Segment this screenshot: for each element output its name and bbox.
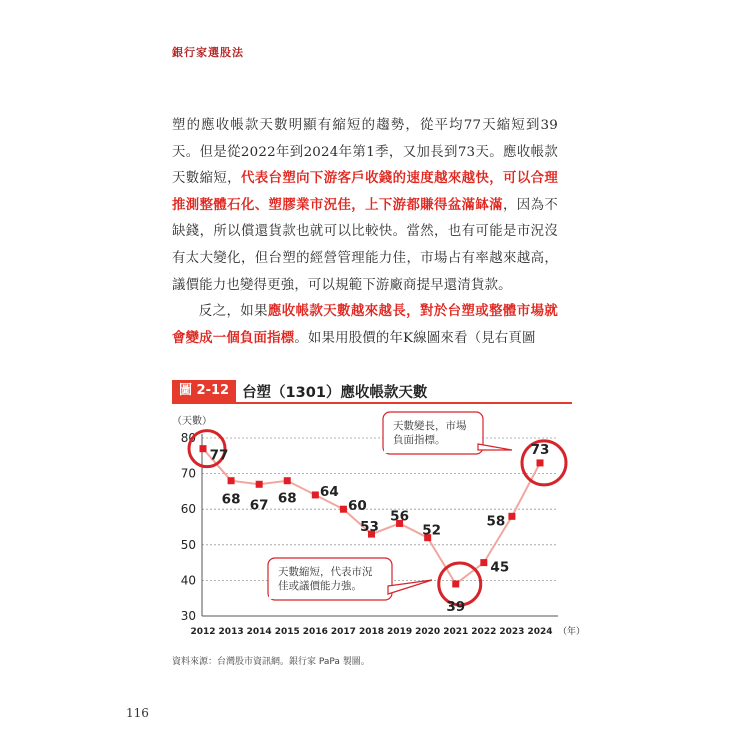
- x-tick-label: 2015: [274, 627, 300, 637]
- x-tick-label: 2017: [330, 627, 356, 637]
- data-label: 52: [422, 522, 442, 539]
- data-label: 39: [446, 598, 466, 615]
- paragraph-1-highlight: 代表台塑向下游客戶收錢的速度越來越快，可以合理推測整體石化、塑膠業市況佳，上下游都賺得盆滿缽滿: [172, 171, 558, 213]
- data-label: 53: [360, 519, 379, 536]
- data-point: [256, 481, 263, 488]
- data-label: 77: [209, 447, 229, 464]
- y-tick-label: 80: [180, 431, 196, 445]
- x-tick-label: 2024: [527, 627, 553, 637]
- callout-shortening-line2: 佳或議價能力強。: [278, 580, 362, 592]
- y-tick-label: 40: [180, 573, 196, 588]
- data-label: 45: [490, 559, 510, 576]
- figure-name: 台塑（1301）應收帳款天數: [242, 384, 428, 401]
- callout-shortening-line1: 天數縮短，代表市況: [278, 566, 373, 578]
- data-point: [284, 477, 291, 484]
- data-label: 60: [348, 498, 367, 515]
- callout-lengthening-line2: 負面指標。: [393, 434, 446, 446]
- paragraph-1: [172, 113, 558, 299]
- running-header: 銀行家選股法: [172, 46, 244, 59]
- y-tick-label: 70: [180, 466, 196, 481]
- paragraph-2: [172, 299, 558, 352]
- data-label: 64: [319, 483, 339, 500]
- x-tick-label: 2019: [387, 627, 413, 637]
- x-tick-label: 2014: [246, 627, 272, 637]
- x-tick-label: 2020: [415, 627, 441, 637]
- data-point: [537, 459, 544, 466]
- y-tick-label: 30: [180, 609, 196, 623]
- source-note: 資料來源：台灣股市資訊網。銀行家 PaPa 製圖。: [172, 657, 370, 667]
- paragraph-2-text-a: 反之，如果: [198, 304, 268, 320]
- data-label: 73: [530, 441, 550, 458]
- callout-lengthening-tip: [478, 444, 512, 450]
- data-point: [200, 445, 207, 452]
- data-label: 56: [390, 508, 409, 525]
- data-point: [508, 513, 515, 520]
- callout-shortening-box: [268, 558, 392, 600]
- callout-shortening-tip: [388, 580, 432, 594]
- data-point: [452, 580, 459, 587]
- x-tick-label: 2012: [190, 627, 216, 637]
- x-tick-label: 2016: [302, 627, 328, 637]
- accounts-receivable-days-chart: [160, 404, 590, 652]
- figure-badge: 圖 2-12: [172, 380, 236, 402]
- x-tick-label: 2021: [443, 627, 469, 637]
- paragraph-2-highlight: 應收帳款天數越來越長，對於台塑或整體市場就會變成一個負面指標: [172, 304, 558, 346]
- data-point: [480, 559, 487, 566]
- paragraph-1-text-b: ，因為不缺錢，所以償還貨款也就可以比較快。當然，也有可能是市況沒有太大變化，但台塑的經營管理能力佳，市場占有率越來越高，議價能力也變得更強，可以規範下游廠商提早還清貨款。: [172, 197, 558, 293]
- data-label: 68: [221, 491, 241, 508]
- data-label: 58: [486, 513, 506, 530]
- x-tick-label: 2023: [499, 627, 525, 637]
- x-tick-label: 2022: [471, 627, 497, 637]
- data-label: 67: [249, 497, 269, 514]
- body-text: [172, 113, 558, 352]
- page-number: 116: [126, 706, 149, 720]
- y-tick-label: 60: [180, 502, 196, 517]
- figure-title: [172, 380, 427, 402]
- paragraph-1-text-a: 塑的應收帳款天數明顯有縮短的趨勢，從平均77天縮短到39天。但是從2022年到2024年第1季，又加長到73天。應收帳款天數縮短，: [172, 118, 558, 187]
- y-tick-label: 50: [180, 537, 196, 552]
- x-tick-label: 2013: [218, 627, 244, 637]
- x-axis-label: （年）: [558, 627, 586, 637]
- x-tick-label: 2018: [358, 627, 385, 637]
- paragraph-2-text-b: 。如果用股價的年K線圖來看（見右頁圖: [294, 330, 536, 346]
- data-label: 68: [277, 490, 297, 507]
- y-axis-label: （天數）: [172, 416, 212, 427]
- data-point: [228, 477, 235, 484]
- data-point: [340, 506, 347, 513]
- callout-lengthening-line1: 天數變長，市場: [393, 420, 467, 432]
- data-point: [312, 491, 319, 498]
